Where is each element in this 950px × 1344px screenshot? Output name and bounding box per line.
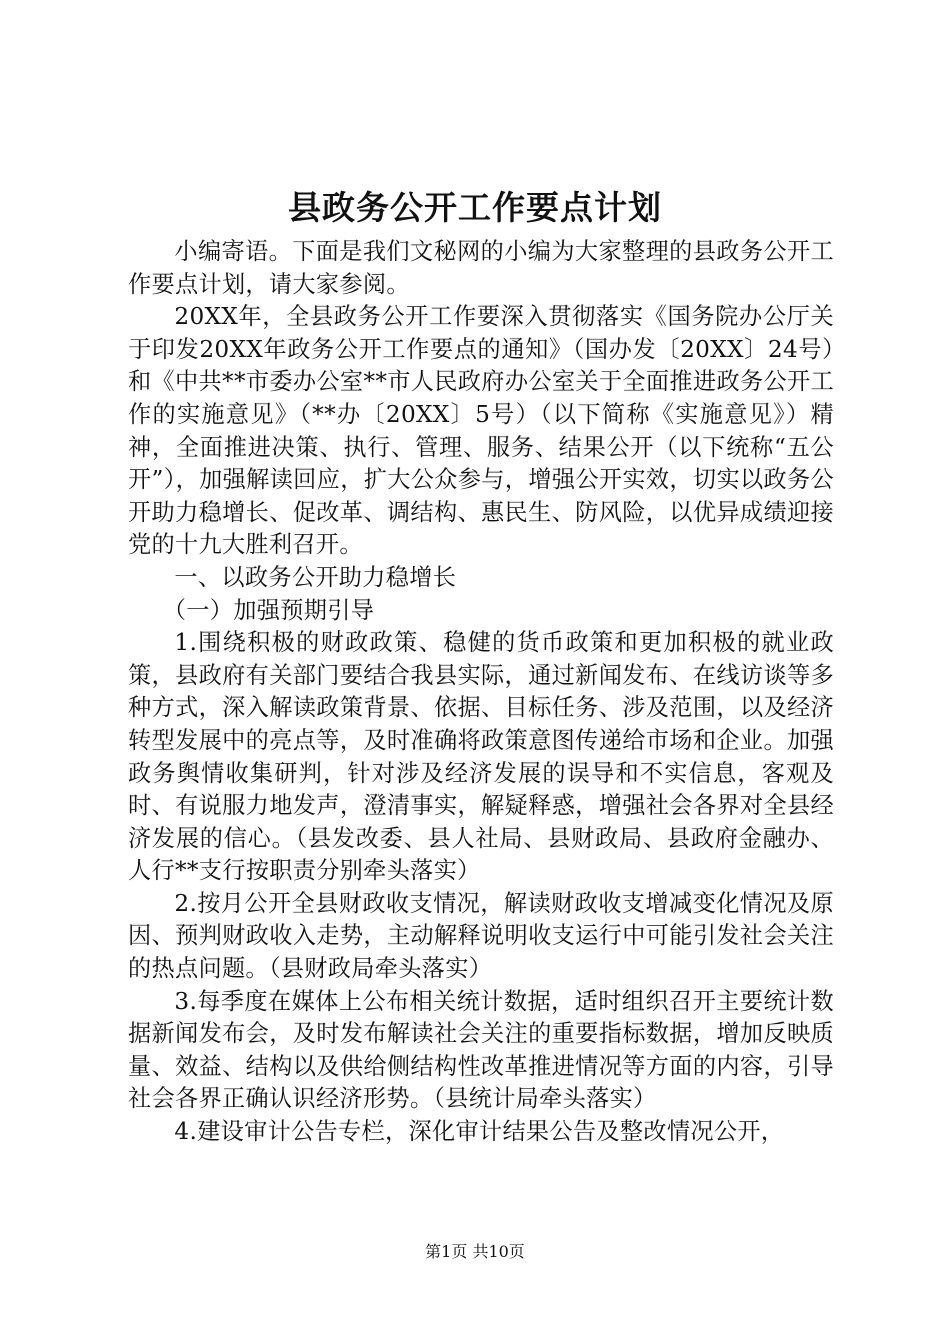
subsection-heading: （一）加强预期引导	[162, 596, 375, 624]
paragraph-item-4: 4.建设审计公告专栏，深化审计结果公告及整改情况公开，	[174, 1118, 785, 1146]
section-heading: 一、以政务公开助力稳增长	[174, 563, 457, 591]
paragraph-item-3: 3.每季度在媒体上公布相关统计数据，适时组织召开主要统计数据新闻发布会，及时发布解读社会关注的重要指标数据，增加反映质量、效益、结构以及供给侧结构性改革推进情况等方面的内容，引导社会各界正确认识经济形势。（县统计局牵头落实）	[128, 987, 834, 1113]
document-body	[128, 236, 834, 1149]
paragraph-item-2: 2.按月公开全县财政收支情况，解读财政收支增减变化情况及原因、预判财政收入走势，主动解释说明收支运行中可能引发社会关注的热点问题。（县财政局牵头落实）	[128, 889, 834, 983]
paragraph-item-1: 1.围绕积极的财政政策、稳健的货币政策和更加积极的就业政策，县政府有关部门要结合我县实际，通过新闻发布、在线访谈等多种方式，深入解读政策背景、依据、目标任务、涉及范围，以及经济转型发展中的亮点等，及时准确将政策意图传递给市场和企业。加强政务舆情收集研判，针对涉及经济发展的误导和不实信息，客观及时、有说服力地发声，澄清事实，解疑释惑，增强社会各界对全县经济发展的信心。（县发改委、县人社局、县财政局、县政府金融办、人行**支行按职责分别牵头落实）	[128, 629, 834, 885]
paragraph-intro: 小编寄语。下面是我们文秘网的小编为大家整理的县政务公开工作要点计划，请大家参阅。	[128, 238, 834, 298]
page-number-footer: 第1页 共10页	[425, 1242, 525, 1261]
paragraph-overview: 20XX年，全县政务公开工作要深入贯彻落实《国务院办公厅关于印发20XX年政务公开工作要点的通知》（国办发〔20XX〕24号）和《中共**市委办公室**市人民政府办公室关于全面推进政务公开工作的实施意见》（**办〔20XX〕5号）（以下简称《实施意见》）精神，全面推进决策、执行、管理、服务、结果公开（以下统称“五公开”），加强解读回应，扩大公众参与，增强公开实效，切实以政务公开助力稳增长、促改革、调结构、惠民生、防风险，以优异成绩迎接党的十九大胜利召开。	[128, 303, 834, 559]
document-title: 县政务公开工作要点计划	[288, 188, 662, 227]
